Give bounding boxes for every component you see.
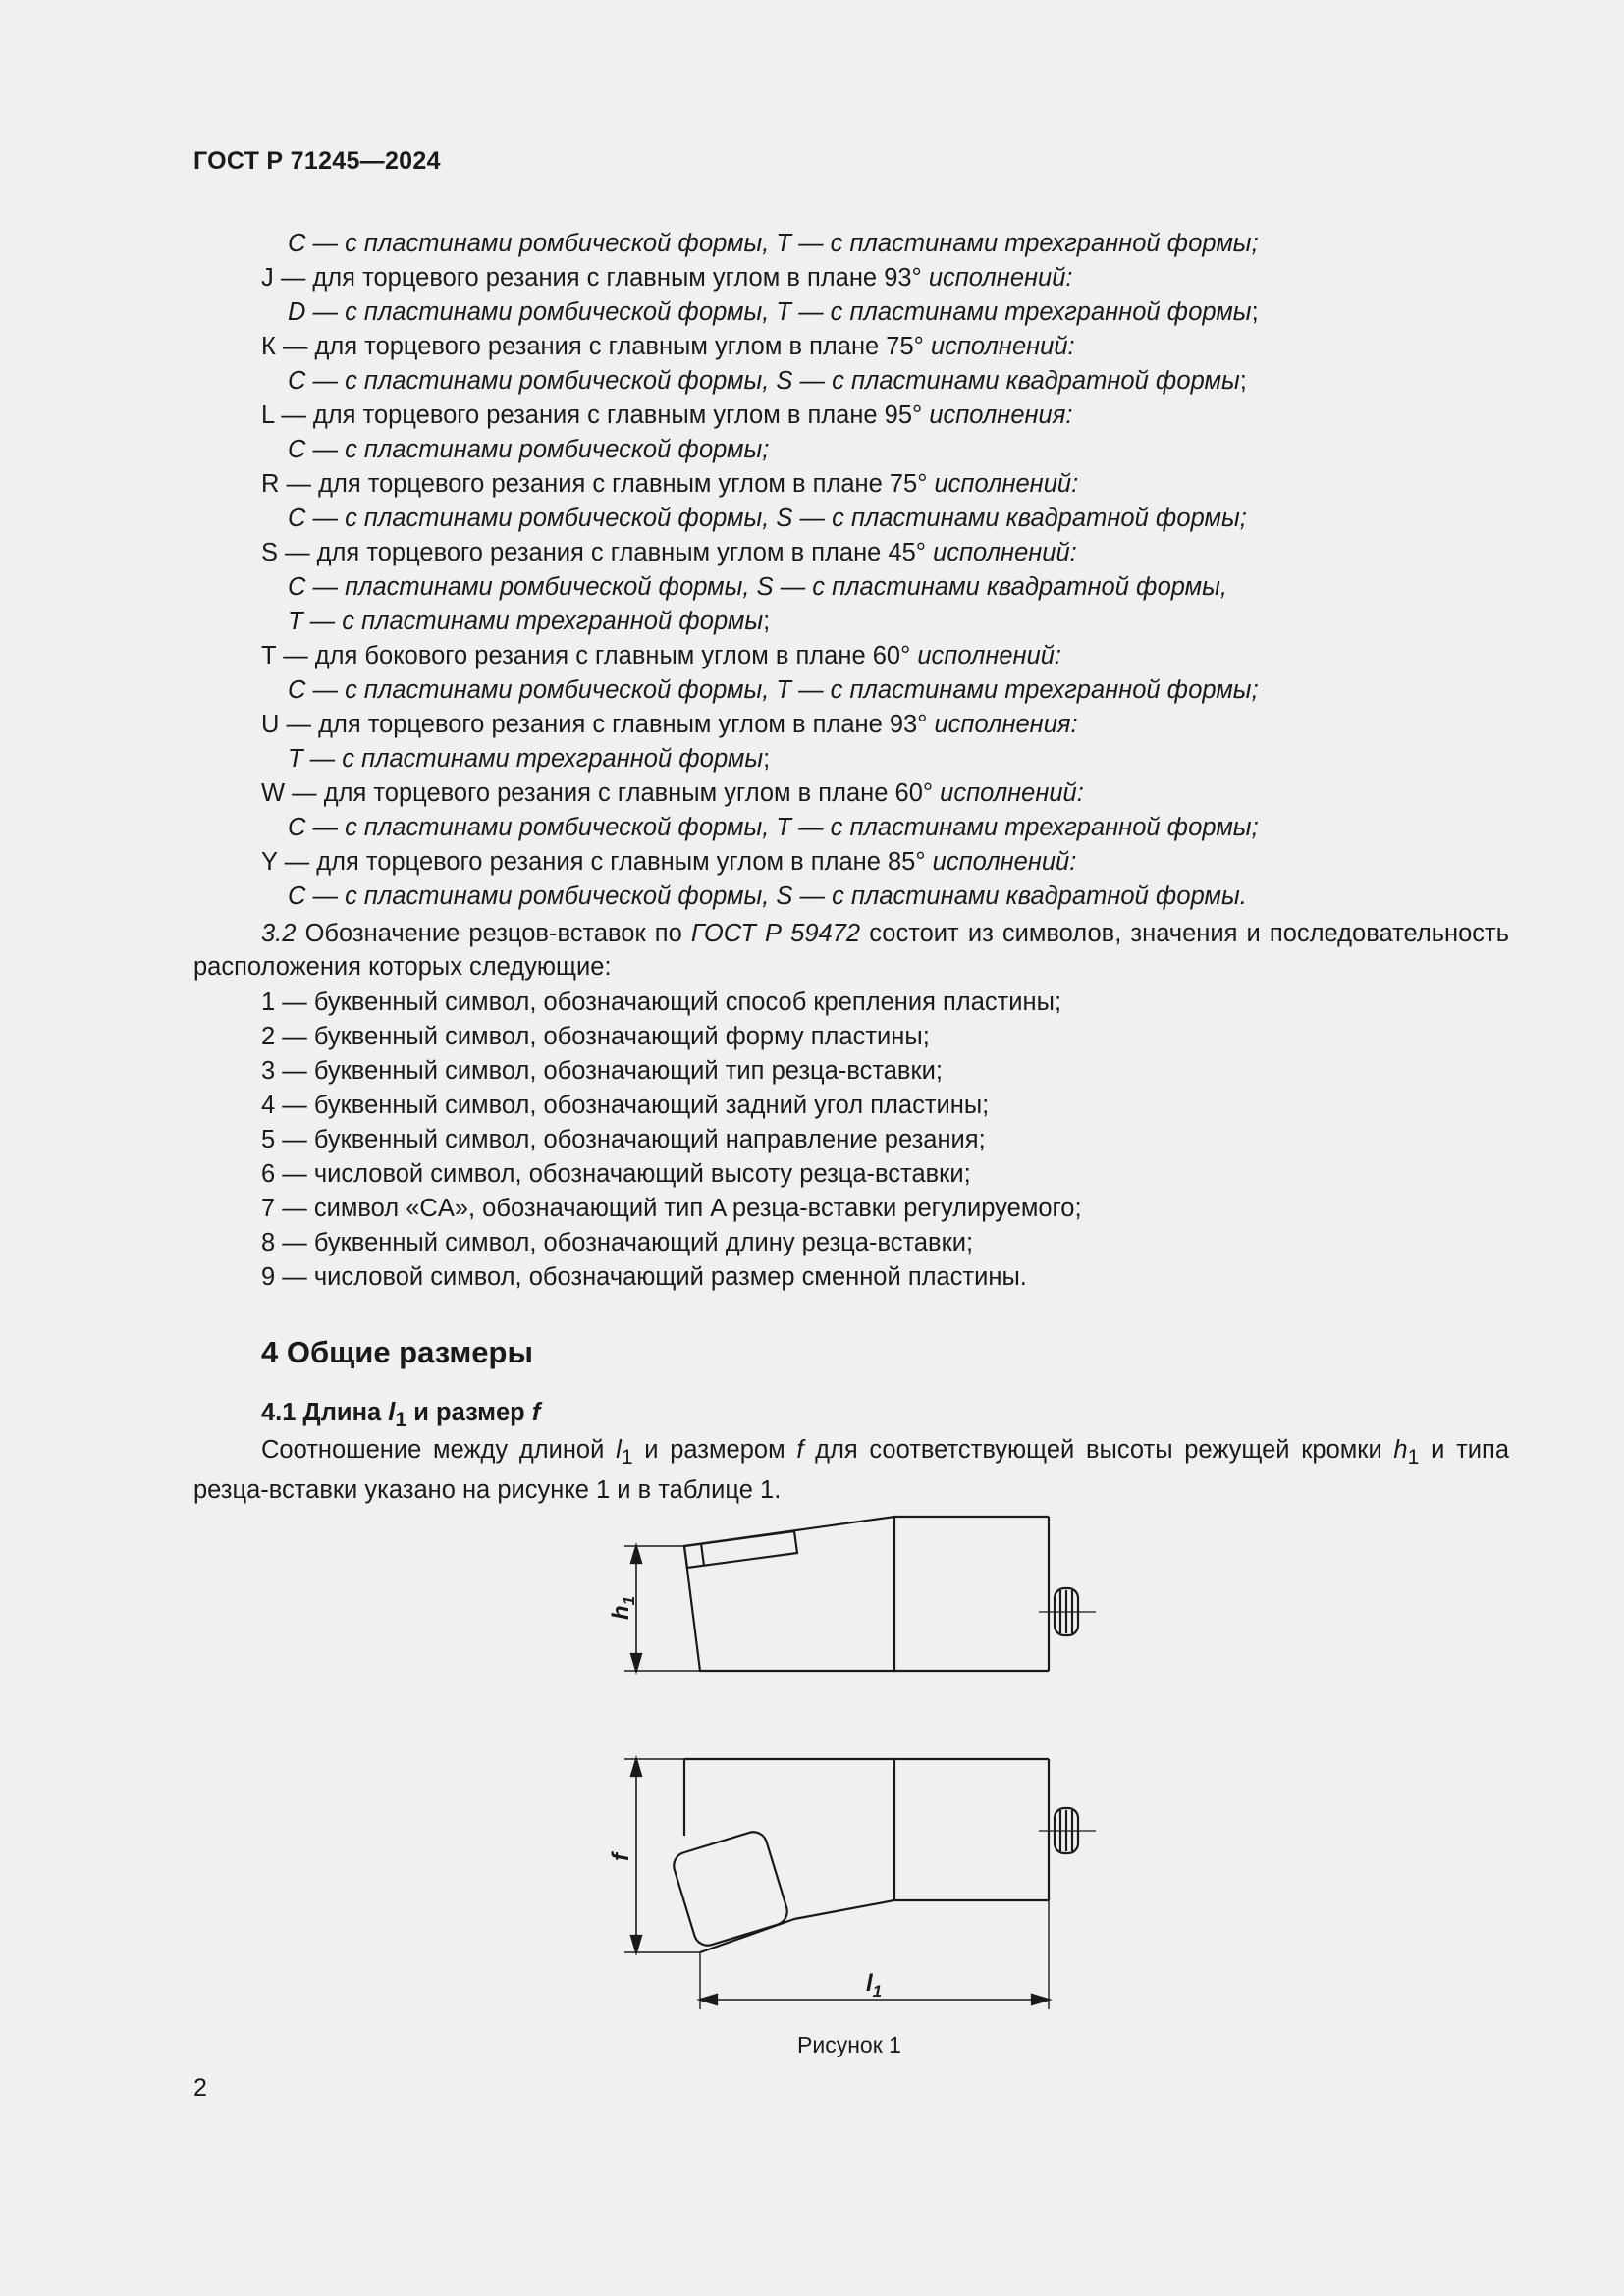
clause-4-1-text: Соотношение между длиной $l_1$ и размером f для соответствующей высоты режущей кромки $h_1$ и типа резца-вставки указано на рисунке 1 и в таблице 1. bbox=[193, 1436, 1510, 1505]
label-h1: $h_1$ bbox=[608, 1595, 638, 1620]
variant-line: C — с пластинами ромбической формы, T — с пластинами трехгранной формы; bbox=[288, 230, 1259, 257]
variant-line: C — с пластинами ромбической формы, T — с пластинами трехгранной формы; bbox=[288, 676, 1259, 704]
clause-3-2-text: 3.2 Обозначение резцов-вставок по ГОСТ Р 59472 состоит из символов, значения и последовательность расположения которых следующие: bbox=[193, 920, 1509, 981]
variant-line: S — для торцевого резания с главным углом в плане 45° исполнений: bbox=[261, 539, 1077, 566]
symbol-item: 5 — буквенный символ, обозначающий направление резания; bbox=[261, 1126, 986, 1153]
variant-line: C — с пластинами ромбической формы; bbox=[288, 436, 770, 463]
page-number: 2 bbox=[193, 2074, 207, 2102]
symbol-item: 9 — числовой символ, обозначающий размер сменной пластины. bbox=[261, 1263, 1027, 1291]
symbol-item: 2 — буквенный символ, обозначающий форму пластины; bbox=[261, 1023, 930, 1050]
variant-line: C — с пластинами ромбической формы, S — с пластинами квадратной формы. bbox=[288, 882, 1247, 910]
variant-line: Y — для торцевого резания с главным углом в плане 85° исполнений: bbox=[261, 848, 1077, 876]
variant-line: T — с пластинами трехгранной формы; bbox=[288, 745, 771, 773]
variant-line: W — для торцевого резания с главным углом в плане 60° исполнений: bbox=[261, 779, 1084, 807]
subsection-title: 4.1 Длина $l_1$ и размер f bbox=[261, 1399, 541, 1432]
variant-line: D — с пластинами ромбической формы, T — с пластинами трехгранной формы; bbox=[288, 298, 1259, 326]
symbol-item: 3 — буквенный символ, обозначающий тип резца-вставки; bbox=[261, 1057, 943, 1085]
variant-line: R — для торцевого резания с главным углом в плане 75° исполнений: bbox=[261, 470, 1079, 498]
variant-line: C — с пластинами ромбической формы, T — с пластинами трехгранной формы; bbox=[288, 814, 1259, 841]
label-f: f bbox=[608, 1853, 634, 1861]
variant-line: L — для торцевого резания с главным углом в плане 95° исполнения: bbox=[261, 401, 1073, 429]
variant-line: T — с пластинами трехгранной формы; bbox=[288, 608, 771, 635]
document-header: ГОСТ Р 71245—2024 bbox=[193, 147, 441, 175]
variant-line: U — для торцевого резания с главным углом в плане 93° исполнения: bbox=[261, 711, 1078, 738]
symbol-item: 1 — буквенный символ, обозначающий способ крепления пластины; bbox=[261, 988, 1062, 1016]
figure-top-view bbox=[624, 1517, 1096, 1671]
symbol-item: 6 — числовой символ, обозначающий высоту резца-вставки; bbox=[261, 1160, 971, 1188]
figure-caption: Рисунок 1 bbox=[797, 2032, 901, 2057]
label-l1: $l_1$ bbox=[866, 1970, 883, 2001]
symbol-item: 7 — символ «CA», обозначающий тип A резца-вставки регулируемого; bbox=[261, 1195, 1082, 1222]
variant-line: J — для торцевого резания с главным углом в плане 93° исполнений: bbox=[261, 264, 1073, 292]
variant-line: T — для бокового резания с главным углом в плане 60° исполнений: bbox=[261, 642, 1062, 669]
variant-line: C — с пластинами ромбической формы, S — с пластинами квадратной формы; bbox=[288, 505, 1247, 532]
section-title: 4 Общие размеры bbox=[261, 1335, 533, 1369]
symbol-item: 8 — буквенный символ, обозначающий длину резца-вставки; bbox=[261, 1229, 974, 1256]
figure-bottom-view bbox=[624, 1759, 1096, 2009]
variant-line: К — для торцевого резания с главным углом в плане 75° исполнений: bbox=[261, 333, 1075, 360]
variant-line: C — пластинами ромбической формы, S — с пластинами квадратной формы, bbox=[288, 573, 1227, 601]
variant-line: C — с пластинами ромбической формы, S — с пластинами квадратной формы; bbox=[288, 367, 1247, 395]
symbol-item: 4 — буквенный символ, обозначающий задний угол пластины; bbox=[261, 1092, 990, 1119]
